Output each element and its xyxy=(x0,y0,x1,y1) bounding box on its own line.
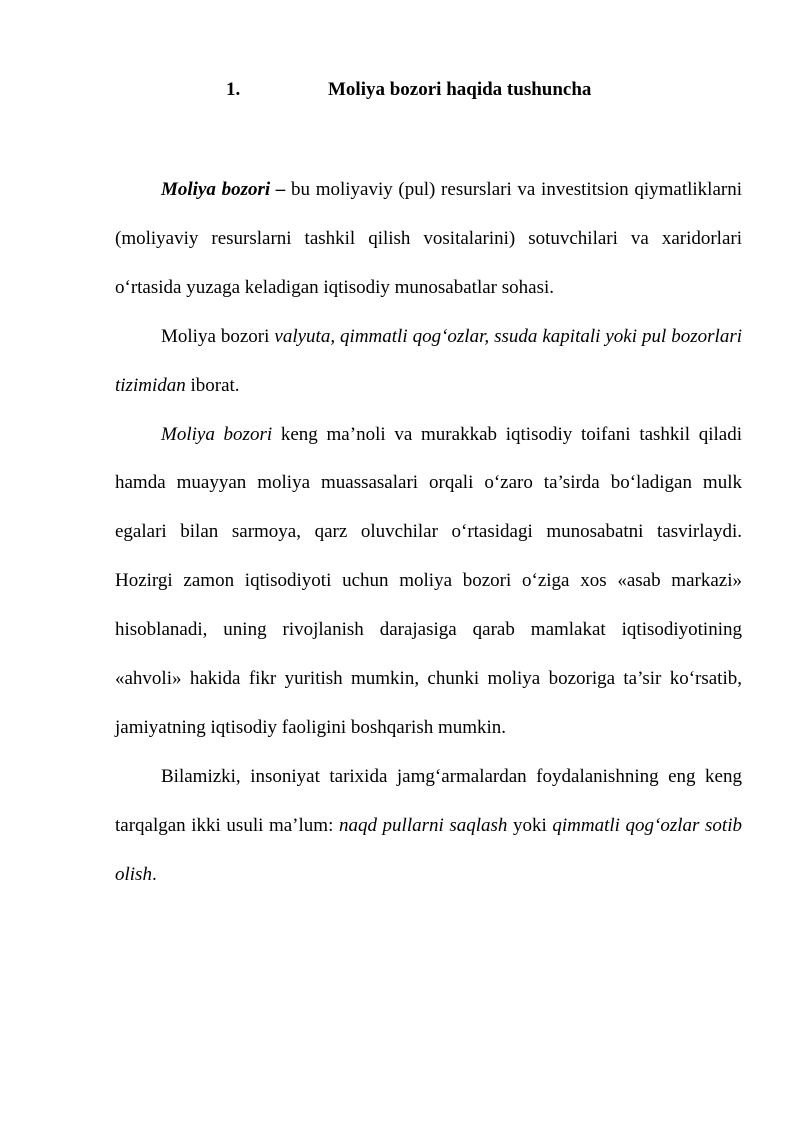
section-title: Moliya bozori haqida tushuncha xyxy=(328,79,592,100)
composition-tail: iborat. xyxy=(185,374,240,396)
defined-term: Moliya bozori – xyxy=(161,179,286,200)
definition-text: bu moliyaviy (pul) resurslari va investitsion qiymatliklarni (moliyaviy resurslarni tashkil qilish vositalarini) sotuvchilari va xaridorlari o‘rtasida yuzaga keladigan iqtisodiy munosabatlar sohasi. xyxy=(115,179,742,298)
paragraph-definition xyxy=(115,166,742,313)
savings-tail: . xyxy=(151,863,157,885)
savings-italic-securities: qimmatli qog‘ozlar sotib olish xyxy=(115,814,742,885)
section-heading xyxy=(0,76,800,104)
paragraph-savings xyxy=(115,753,742,900)
composition-italic: valyuta, qimmatli qog‘ozlar, ssuda kapitali yoki pul bozorlari tizimidan xyxy=(115,325,742,396)
savings-italic-cash: naqd pullarni saqlash xyxy=(338,814,508,836)
paragraph-description xyxy=(115,411,742,753)
composition-lead: Moliya bozori xyxy=(161,325,275,347)
paragraph-composition xyxy=(115,313,742,411)
description-text: keng ma’noli va murakkab iqtisodiy toifani tashkil qiladi hamda muayyan moliya muassasalari orqali o‘zaro ta’sirda bo‘ladigan mulk egalari bilan sarmoya, qarz oluvchilar o‘rtasidagi munosabatni tasvirlaydi. Hozirgi zamon iqtisodiyoti uchun moliya bozori o‘ziga xos «asab markazi» hisoblanadi, uning rivojlanish darajasiga qarab mamlakat iqtisodiyotining «ahvoli» hakida fikr yuritish mumkin, chunki moliya bozoriga ta’sir ko‘rsatib, jamiyatning iqtisodiy faoligini boshqarish mumkin. xyxy=(115,423,742,738)
section-number: 1. xyxy=(226,79,241,100)
savings-mid: yoki xyxy=(507,814,553,836)
description-term: Moliya bozori xyxy=(161,423,273,445)
document-body xyxy=(115,166,742,900)
savings-lead: Bilamizki, insoniyat tarixida jamg‘armalardan foydalanishning eng keng tarqalgan ikki usuli ma’lum: xyxy=(115,765,742,836)
